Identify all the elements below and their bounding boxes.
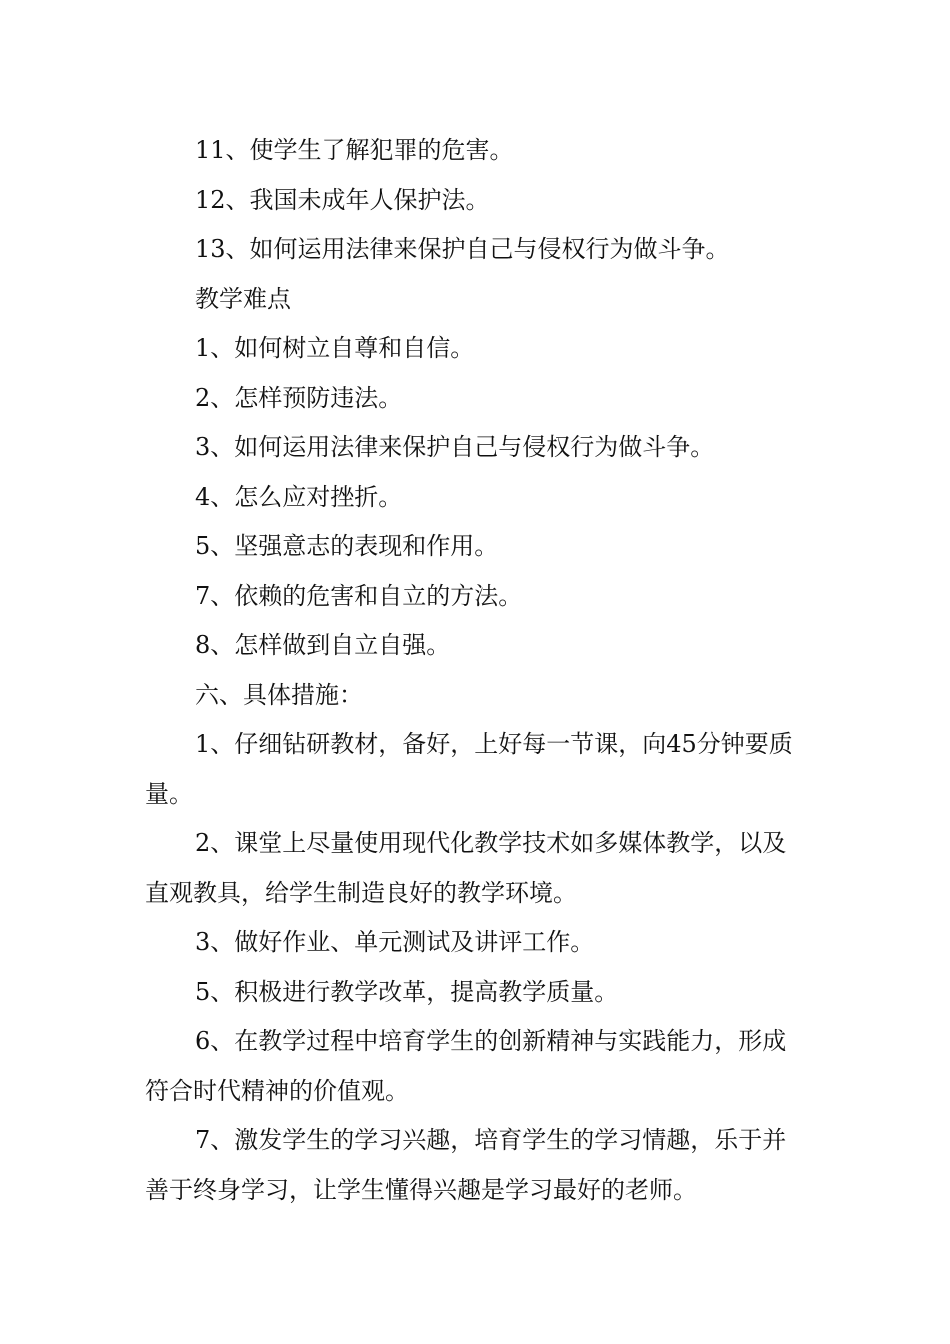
section-heading-measures: 六、具体措施：	[195, 680, 363, 709]
difficulty-item-1: 1、如何树立自尊和自信。	[195, 334, 475, 362]
paragraph-item-11: 11、使学生了解犯罪的危害。	[195, 136, 514, 164]
measure-item-6: 6、在教学过程中培育学生的创新精神与实践能力，形成符合时代精神的价值观。	[145, 1027, 787, 1105]
measure-item-5: 5、积极进行教学改革，提高教学质量。	[195, 977, 619, 1006]
difficulty-item-7: 7、依赖的危害和自立的方法。	[195, 581, 523, 610]
measure-item-1: 1、仔细钻研教材，备好，上好每一节课，向45分钟要质量。	[145, 730, 793, 808]
section-heading-difficulties: 教学难点	[195, 284, 291, 313]
difficulty-item-8: 8、怎样做到自立自强。	[195, 631, 451, 659]
document-body	[145, 126, 810, 1215]
difficulty-item-4: 4、怎么应对挫折。	[195, 482, 403, 511]
difficulty-item-5: 5、坚强意志的表现和作用。	[195, 532, 499, 560]
difficulty-item-2: 2、怎样预防违法。	[195, 383, 403, 412]
measure-item-2: 2、课堂上尽量使用现代化教学技术如多媒体教学，以及直观教具，给学生制造良好的教学环境。	[145, 829, 787, 907]
measure-item-7: 7、激发学生的学习兴趣，培育学生的学习情趣，乐于并善于终身学习，让学生懂得兴趣是学习最好的老师。	[145, 1126, 787, 1204]
difficulty-item-3: 3、如何运用法律来保护自己与侵权行为做斗争。	[195, 433, 715, 461]
paragraph-item-12: 12、我国未成年人保护法。	[195, 185, 490, 214]
paragraph-item-13: 13、如何运用法律来保护自己与侵权行为做斗争。	[195, 235, 730, 263]
measure-item-3: 3、做好作业、单元测试及讲评工作。	[195, 928, 595, 956]
